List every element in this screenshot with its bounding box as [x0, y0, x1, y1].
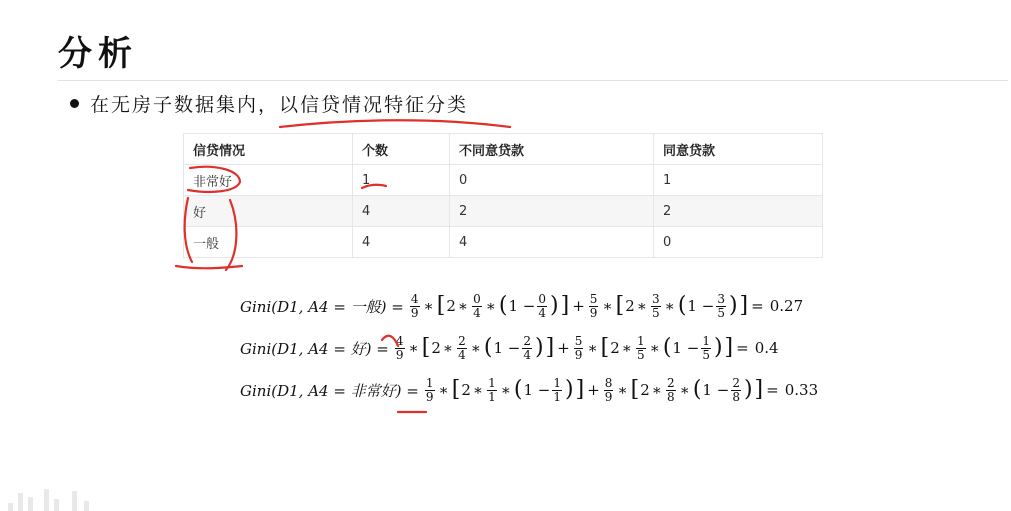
prob-fraction: $\frac{1}{5}$: [636, 333, 645, 362]
header-count: 个数: [353, 134, 450, 165]
gini-formula-row: Gini(D1, A4 = 非常好) = $\frac{1}{9}$ ∗ [ 2 ∗ $\frac{1}{1}$ ∗ ( 1 − $\frac{1}{1}$ ) ] + $\frac{8}{9}$ ∗ [ 2 ∗ $\frac{2}{8}$ ∗ ( 1 − $\frac{2}{8}$ ) ] = 0.33: [240, 375, 819, 404]
cell-status: 非常好: [184, 165, 353, 196]
cell-count: 4: [353, 196, 450, 227]
formula-result: 0.27: [769, 297, 804, 315]
watermark-bars: [0, 484, 110, 511]
formula-lhs: Gini(D1, A4 = 好) =: [240, 339, 389, 358]
table-row: [184, 196, 823, 227]
header-credit-status: 信贷情况: [184, 134, 353, 165]
formula-lhs: Gini(D1, A4 = 非常好) =: [240, 381, 419, 400]
table-header-row: [184, 134, 823, 165]
gini-formula-row: Gini(D1, A4 = 好) = $\frac{4}{9}$ ∗ [ 2 ∗ $\frac{2}{4}$ ∗ ( 1 − $\frac{2}{4}$ ) ] + $\frac{5}{9}$ ∗ [ 2 ∗ $\frac{1}{5}$ ∗ ( 1 − $\frac{1}{5}$ ) ] = 0.4: [240, 333, 779, 362]
prob-fraction: $\frac{0}{4}$: [538, 291, 547, 320]
cell-status: 一般: [184, 227, 353, 258]
cell-count: 4: [353, 227, 450, 258]
prob-fraction: $\frac{2}{8}$: [732, 375, 740, 404]
title-divider: [58, 80, 1008, 81]
gini-formula-row: Gini(D1, A4 = 一般) = $\frac{4}{9}$ ∗ [ 2 ∗ $\frac{0}{4}$ ∗ ( 1 − $\frac{0}{4}$ ) ] + $\frac{5}{9}$ ∗ [ 2 ∗ $\frac{3}{5}$ ∗ ( 1 − $\frac{3}{5}$ ) ] = 0.27: [240, 291, 804, 320]
bullet-text: 在无房子数据集内，以信贷情况特征分类: [90, 94, 469, 116]
cell-rejected: 0: [450, 165, 654, 196]
slide-title: 分析: [58, 34, 138, 74]
bullet-underline: [280, 120, 510, 127]
prob-fraction: $\frac{2}{4}$: [523, 333, 532, 362]
prob-fraction: $\frac{2}{8}$: [666, 375, 675, 404]
cell-approved: 0: [654, 227, 823, 258]
weight-fraction: $\frac{5}{9}$: [589, 291, 598, 320]
cell-approved: 1: [654, 165, 823, 196]
weight-fraction: $\frac{8}{9}$: [604, 375, 613, 404]
prob-fraction: $\frac{3}{5}$: [717, 291, 725, 320]
header-rejected: 不同意贷款: [450, 134, 654, 165]
prob-fraction: $\frac{1}{1}$: [488, 375, 496, 404]
formula-lhs: Gini(D1, A4 = 一般) =: [240, 297, 404, 316]
header-approved: 同意贷款: [654, 134, 823, 165]
cell-rejected: 4: [450, 227, 654, 258]
bullet-dot: [70, 99, 79, 108]
weight-fraction: $\frac{5}{9}$: [574, 333, 583, 362]
prob-fraction: $\frac{2}{4}$: [458, 333, 466, 362]
weight-fraction: $\frac{4}{9}$: [410, 291, 419, 320]
formula-result: 0.4: [754, 339, 779, 357]
gini-formulas: [240, 285, 818, 411]
prob-fraction: $\frac{1}{5}$: [702, 333, 710, 362]
cell-count: 1: [353, 165, 450, 196]
table-row: [184, 227, 823, 258]
cell-approved: 2: [654, 196, 823, 227]
prob-fraction: $\frac{3}{5}$: [651, 291, 660, 320]
credit-table: [183, 133, 823, 258]
weight-fraction: $\frac{1}{9}$: [425, 375, 434, 404]
prob-fraction: $\frac{1}{1}$: [553, 375, 562, 404]
cell-status: 好: [184, 196, 353, 227]
weight-fraction: $\frac{4}{9}$: [395, 333, 404, 362]
table-row: [184, 165, 823, 196]
cell-rejected: 2: [450, 196, 654, 227]
prob-fraction: $\frac{0}{4}$: [473, 291, 481, 320]
formula-result: 0.33: [784, 381, 819, 399]
